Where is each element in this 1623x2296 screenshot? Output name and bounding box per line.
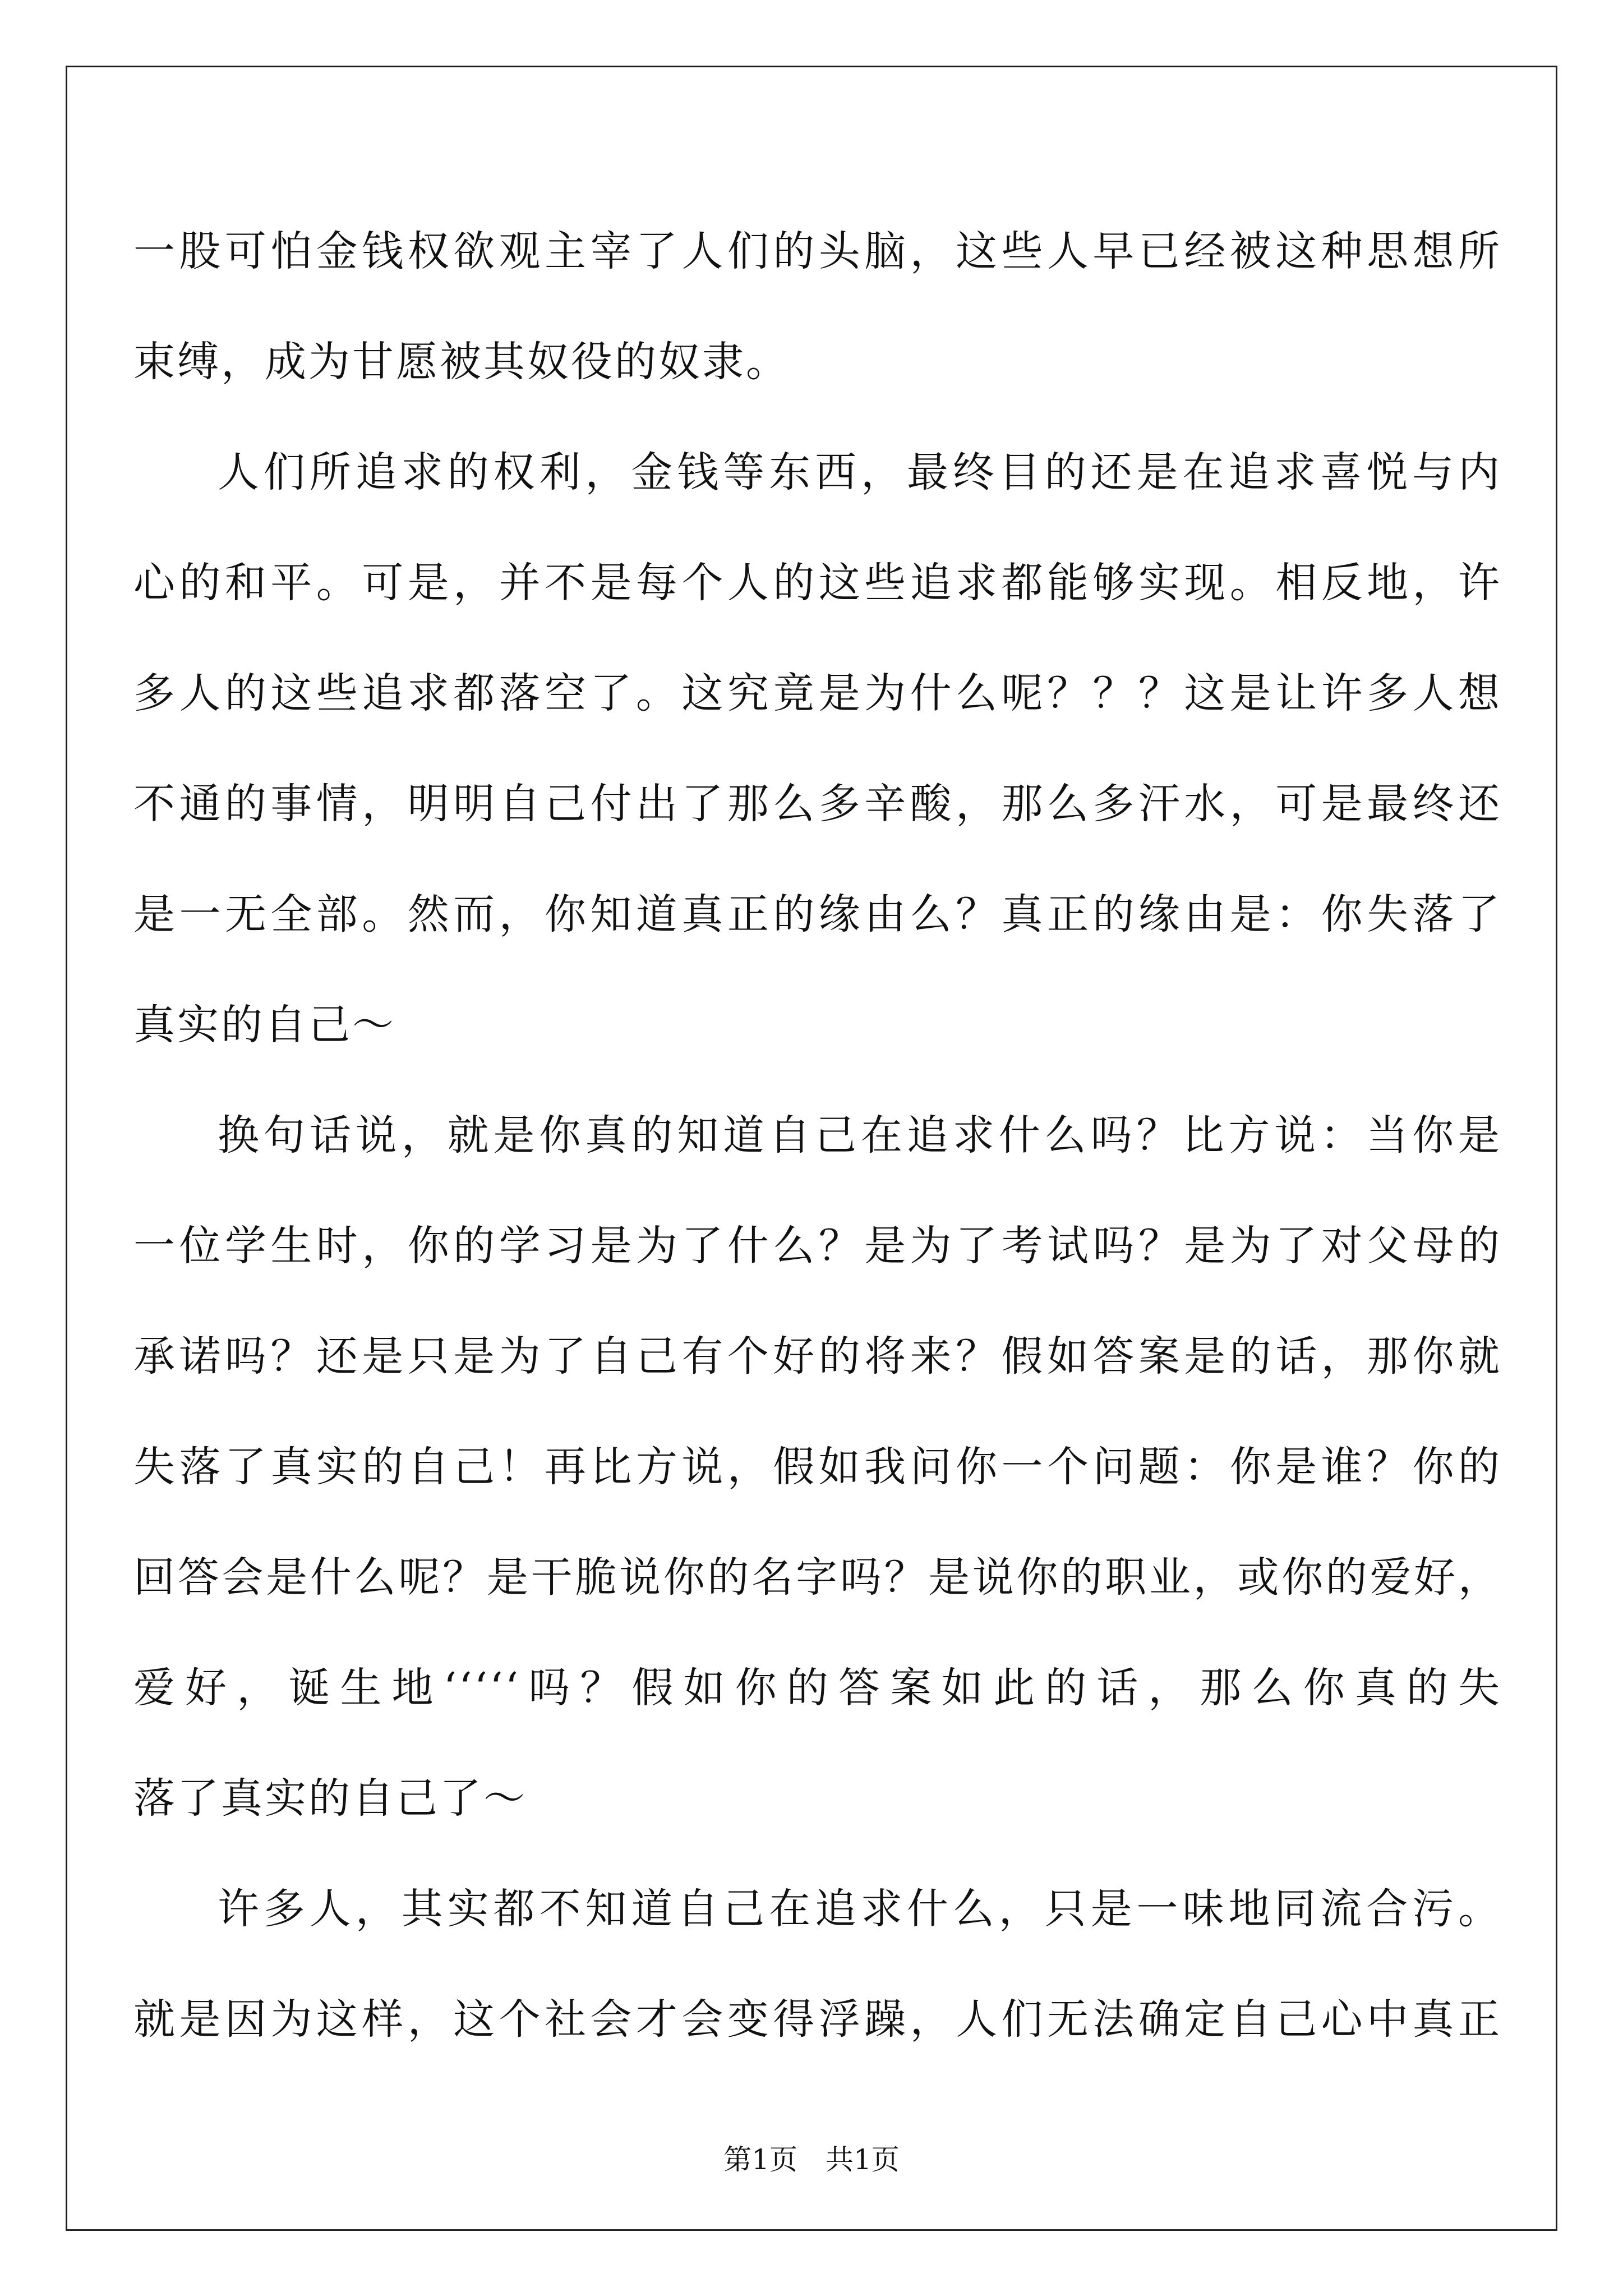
text-line: 就是因为这样，这个社会才会变得浮躁，人们无法确定自己心中真正 [133, 1995, 1502, 2044]
text-line: 回答会是什么呢？是干脆说你的名字吗？是说你的职业，或你的爱好， [133, 1553, 1502, 1602]
text-line: 一股可怕金钱权欲观主宰了人们的头脑，这些人早已经被这种思想所 [133, 227, 1502, 275]
text-line: 不通的事情，明明自己付出了那么多辛酸，那么多汗水，可是最终还 [133, 780, 1502, 828]
text-line: 爱好，诞生地‘‘‘‘‘吗？假如你的答案如此的话，那么你真的失 [133, 1664, 1502, 1712]
text-line: 束缚，成为甘愿被其奴役的奴隶。 [133, 338, 790, 386]
text-line: 承诺吗？还是只是为了自己有个好的将来？假如答案是的话，那你就 [133, 1332, 1502, 1381]
text-line: 一位学生时，你的学习是为了什么？是为了考试吗？是为了对父母的 [133, 1222, 1502, 1270]
text-line: 换句话说，就是你真的知道自己在追求什么吗？比方说：当你是 [218, 1111, 1502, 1159]
page-footer [0, 2143, 1623, 2177]
document-body [133, 206, 1502, 2085]
text-line: 多人的这些追求都落空了。这究竟是为什么呢？？？这是让许多人想 [133, 669, 1502, 717]
text-line: 真实的自己～ [133, 1001, 396, 1049]
text-line: 落了真实的自己了～ [133, 1774, 527, 1823]
text-line: 失落了真实的自己！再比方说，假如我问你一个问题：你是谁？你的 [133, 1443, 1502, 1491]
page-number: 第1页 [723, 2143, 797, 2176]
text-line: 是一无全部。然而，你知道真正的缘由么？真正的缘由是：你失落了 [133, 890, 1502, 938]
text-line: 心的和平。可是，并不是每个人的这些追求都能够实现。相反地，许 [133, 559, 1502, 607]
text-line: 人们所追求的权利，金钱等东西，最终目的还是在追求喜悦与内 [218, 448, 1502, 496]
page-total: 共1页 [826, 2143, 900, 2176]
text-line: 许多人，其实都不知道自己在追求什么，只是一味地同流合污。 [218, 1885, 1502, 1933]
